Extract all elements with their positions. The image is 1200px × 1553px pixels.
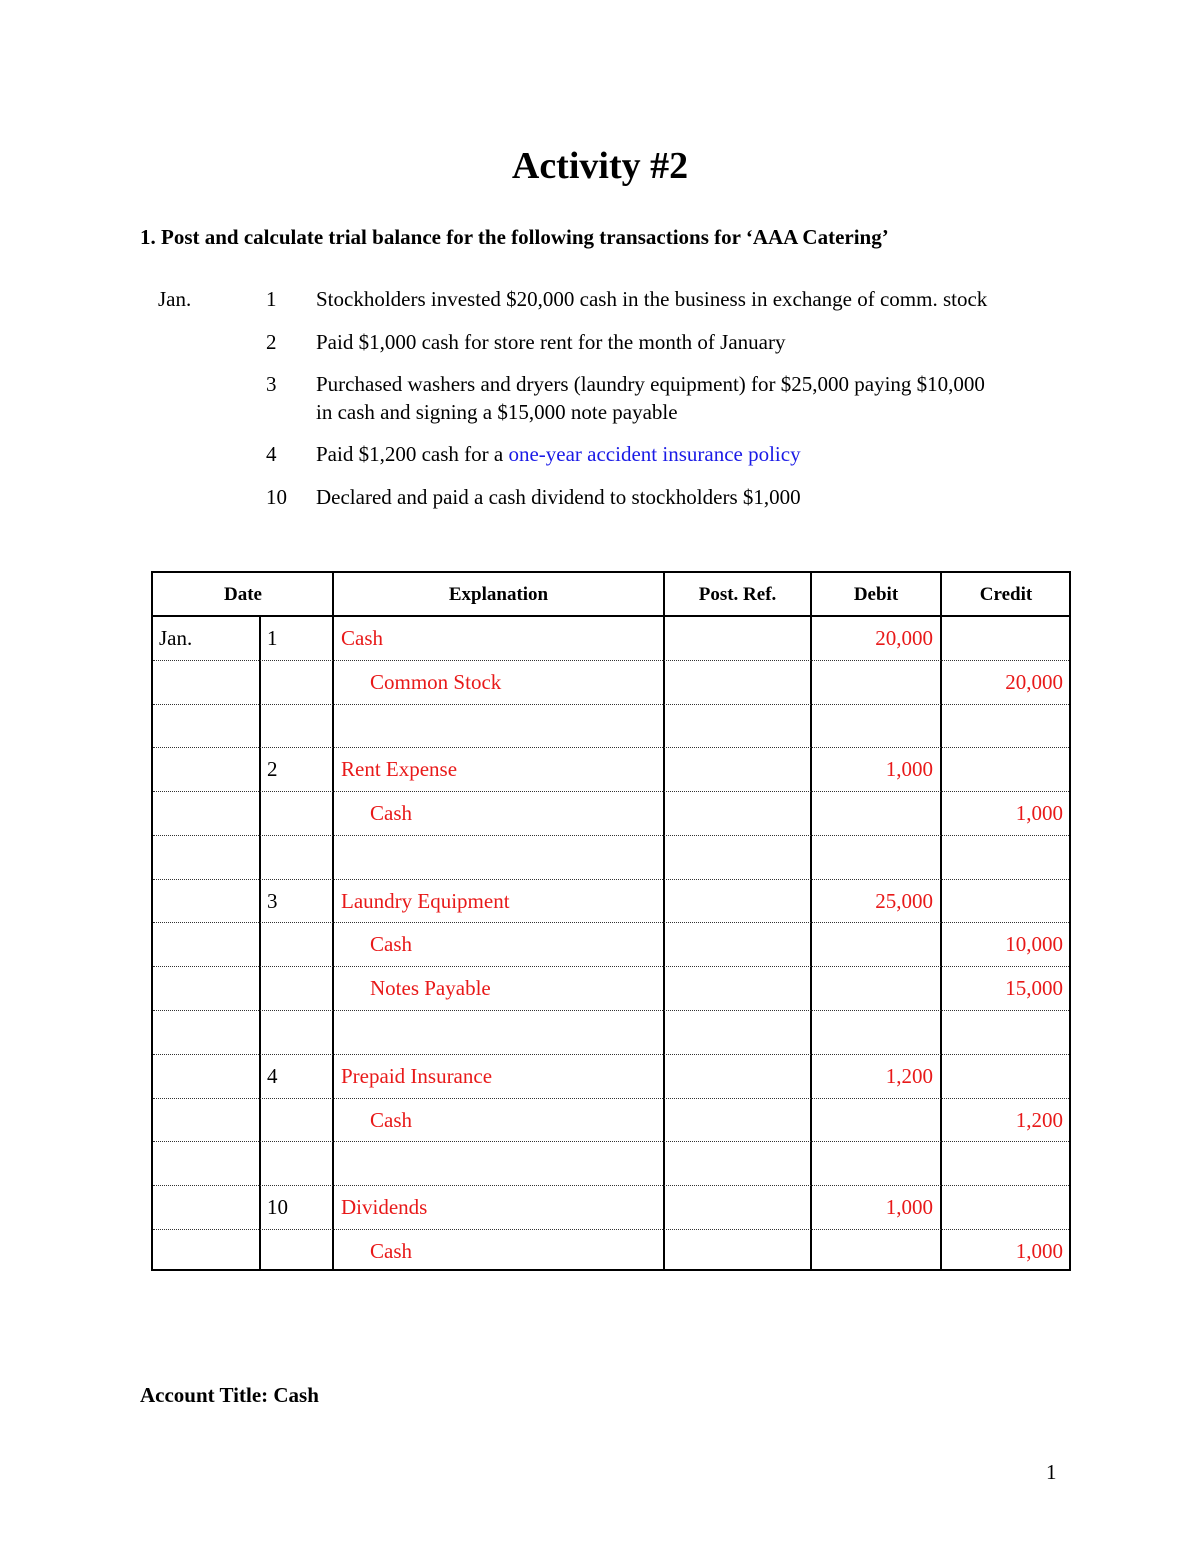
journal-credit-amount: 1,200 (1015, 1108, 1063, 1132)
journal-credit-amount: 10,000 (1005, 932, 1063, 956)
row-divider (153, 704, 1069, 705)
transaction-text (316, 440, 801, 468)
row-divider (153, 660, 1069, 661)
journal-credit-amount: 20,000 (1005, 670, 1063, 694)
transaction-day: 10 (266, 485, 287, 509)
journal-day: 10 (267, 1195, 288, 1219)
journal-day: 1 (267, 626, 278, 650)
transaction-day: 3 (266, 372, 277, 396)
journal-account-debit: Rent Expense (341, 757, 458, 781)
journal-debit-amount: 1,000 (885, 1195, 933, 1219)
journal-debit-amount: 25,000 (875, 889, 933, 913)
row-divider (153, 791, 1069, 792)
transaction-day: 4 (266, 442, 277, 466)
header-credit: Credit (979, 584, 1033, 605)
transaction-text: Stockholders invested $20,000 cash in the business in exchange of comm. stock (316, 287, 988, 311)
journal-account-credit: Notes Payable (370, 976, 491, 1000)
page-number: 1 (1046, 1460, 1057, 1484)
journal-account-credit: Cash (370, 1239, 412, 1263)
row-divider (153, 966, 1069, 967)
transaction-text: Purchased washers and dryers (laundry equipment) for $25,000 paying $10,000 (316, 372, 985, 396)
transaction-month: Jan. (158, 287, 192, 311)
journal-account-credit: Cash (370, 801, 412, 825)
column-divider (810, 573, 812, 1269)
journal-account-debit: Dividends (341, 1195, 428, 1219)
column-divider (259, 617, 261, 1269)
account-title: Account Title: Cash (140, 1383, 319, 1407)
journal-credit-amount: 1,000 (1015, 1239, 1063, 1263)
journal-debit-amount: 1,000 (885, 757, 933, 781)
header-date: Date (224, 584, 262, 605)
header-post-ref: Post. Ref. (698, 584, 777, 605)
row-divider (153, 1010, 1069, 1011)
transaction-text-lead: Paid $1,200 cash for a (316, 442, 509, 466)
journal-table (151, 571, 1071, 1271)
transaction-highlight: one-year accident insurance policy (508, 442, 801, 466)
journal-month: Jan. (159, 626, 193, 650)
journal-account-debit: Prepaid Insurance (341, 1064, 493, 1088)
journal-account-debit: Laundry Equipment (341, 889, 510, 913)
transaction-text: Declared and paid a cash dividend to stockholders $1,000 (316, 485, 801, 509)
question-heading: 1. Post and calculate trial balance for the following transactions for ‘AAA Catering’ (140, 225, 889, 249)
header-explanation: Explanation (448, 584, 549, 605)
page-title: Activity #2 (511, 145, 689, 187)
transaction-text: Paid $1,000 cash for store rent for the month of January (316, 330, 786, 354)
journal-account-credit: Cash (370, 932, 412, 956)
column-divider (663, 573, 665, 1269)
row-divider (153, 1229, 1069, 1230)
row-divider (153, 1098, 1069, 1099)
journal-debit-amount: 20,000 (875, 626, 933, 650)
journal-day: 2 (267, 757, 278, 781)
journal-account-credit: Common Stock (370, 670, 502, 694)
header-debit: Debit (853, 584, 899, 605)
journal-credit-amount: 15,000 (1005, 976, 1063, 1000)
column-divider (940, 573, 942, 1269)
column-divider (332, 573, 334, 1269)
row-divider (153, 1141, 1069, 1142)
journal-debit-amount: 1,200 (885, 1064, 933, 1088)
journal-credit-amount: 1,000 (1015, 801, 1063, 825)
journal-account-credit: Cash (370, 1108, 412, 1132)
transaction-text-continued: in cash and signing a $15,000 note payable (316, 400, 678, 424)
journal-day: 3 (267, 889, 278, 913)
row-divider (153, 835, 1069, 836)
journal-account-debit: Cash (341, 626, 383, 650)
transaction-day: 1 (266, 287, 277, 311)
transaction-day: 2 (266, 330, 277, 354)
journal-day: 4 (267, 1064, 278, 1088)
